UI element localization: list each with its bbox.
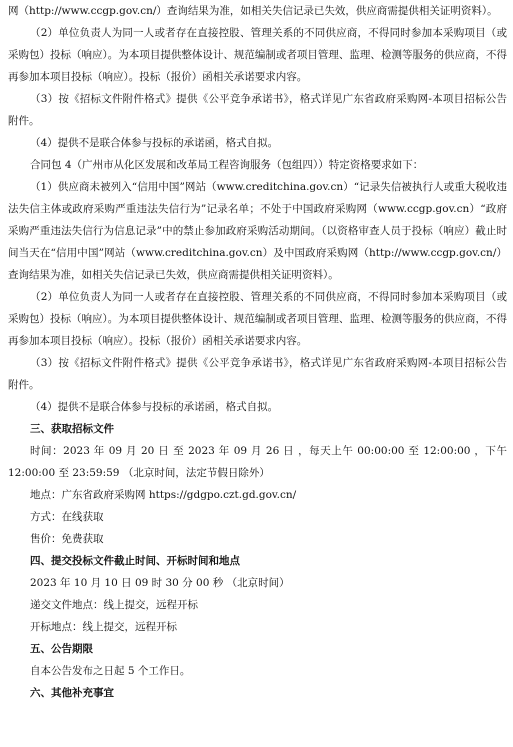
paragraph-7: （2）单位负责人为同一人或者存在直接控股、管理关系的不同供应商，不得同时参加本采购项目（或采购包）投标（响应）。为本项目提供整体设计、规范编制或者项目管理、监理、检测等服务的供应商，不得再参加本项目投标（响应）。投标（报价）函相关承诺要求内容。 — [8, 291, 507, 347]
paragraph-11: 地点：广东省政府采购网 https://gdgpo.czt.gd.gov.cn/ — [30, 489, 297, 501]
paragraph-4: （4）提供不是联合体参与投标的承诺函，格式自拟。 — [30, 137, 279, 149]
paragraph-9: （4）提供不是联合体参与投标的承诺函，格式自拟。 — [30, 401, 279, 413]
paragraph-16: 开标地点：线上提交，远程开标 — [30, 621, 177, 633]
paragraph-12: 方式：在线获取 — [30, 511, 104, 523]
paragraph-15: 递交文件地点：线上提交，远程开标 — [30, 599, 198, 611]
paragraph-2: （2）单位负责人为同一人或者存在直接控股、管理关系的不同供应商，不得同时参加本采购项目（或采购包）投标（响应）。为本项目提供整体设计、规范编制或者项目管理、监理、检测等服务的供应商，不得再参加本项目投标（响应）。投标（报价）函相关承诺要求内容。 — [8, 27, 507, 83]
paragraph-8: （3）按《招标文件附件格式》提供《公平竞争承诺书》，格式详见广东省政府采购网-本项目招标公告附件。 — [8, 357, 507, 391]
section-heading-5: 五、公告期限 — [30, 643, 93, 655]
section-heading-4: 四、提交投标文件截止时间、开标时间和地点 — [30, 555, 240, 567]
paragraph-5: 合同包 4（广州市从化区发展和改革局工程咨询服务（包组四））特定资格要求如下： — [30, 159, 424, 171]
section-heading-6: 六、其他补充事宜 — [30, 687, 114, 699]
paragraph-1: 网（http://www.ccgp.gov.cn/）查询结果为准，如相关失信记录已失效，供应商需提供相关证明资料）。 — [8, 5, 498, 17]
paragraph-14: 2023 年 10 月 10 日 09 时 30 分 00 秒 （北京时间） — [30, 577, 290, 589]
paragraph-13: 售价：免费获取 — [30, 533, 104, 545]
paragraph-3: （3）按《招标文件附件格式》提供《公平竞争承诺书》，格式详见广东省政府采购网-本项目招标公告附件。 — [8, 93, 507, 127]
paragraph-10: 时间：2023 年 09 月 20 日 至 2023 年 09 月 26 日 ，每天上午 00:00:00 至 12:00:00 ，下午 12:00:00 至 23:59:59 （北京时间，法定节假日除外） — [8, 445, 507, 479]
section-heading-3: 三、获取招标文件 — [30, 423, 114, 435]
paragraph-17: 自本公告发布之日起 5 个工作日。 — [30, 665, 191, 677]
paragraph-6: （1）供应商未被列入“信用中国”网站（www.creditchina.gov.cn）“记录失信被执行人或重大税收违法失信主体或政府采购严重违法失信行为”记录名单；不处于中国政府采购网（www.ccgp.gov.cn）“政府采购严重违法失信行为信息记录”中的禁止参加政府采购活动期间。（以资格审查人员于投标（响应）截止时间当天在“信用中国”网站（www.creditchina.gov.cn）及中国政府采购网（http://www.ccgp.gov.cn/）查询结果为准，如相关失信记录已失效，供应商需提供相关证明资料）。 — [8, 181, 507, 281]
